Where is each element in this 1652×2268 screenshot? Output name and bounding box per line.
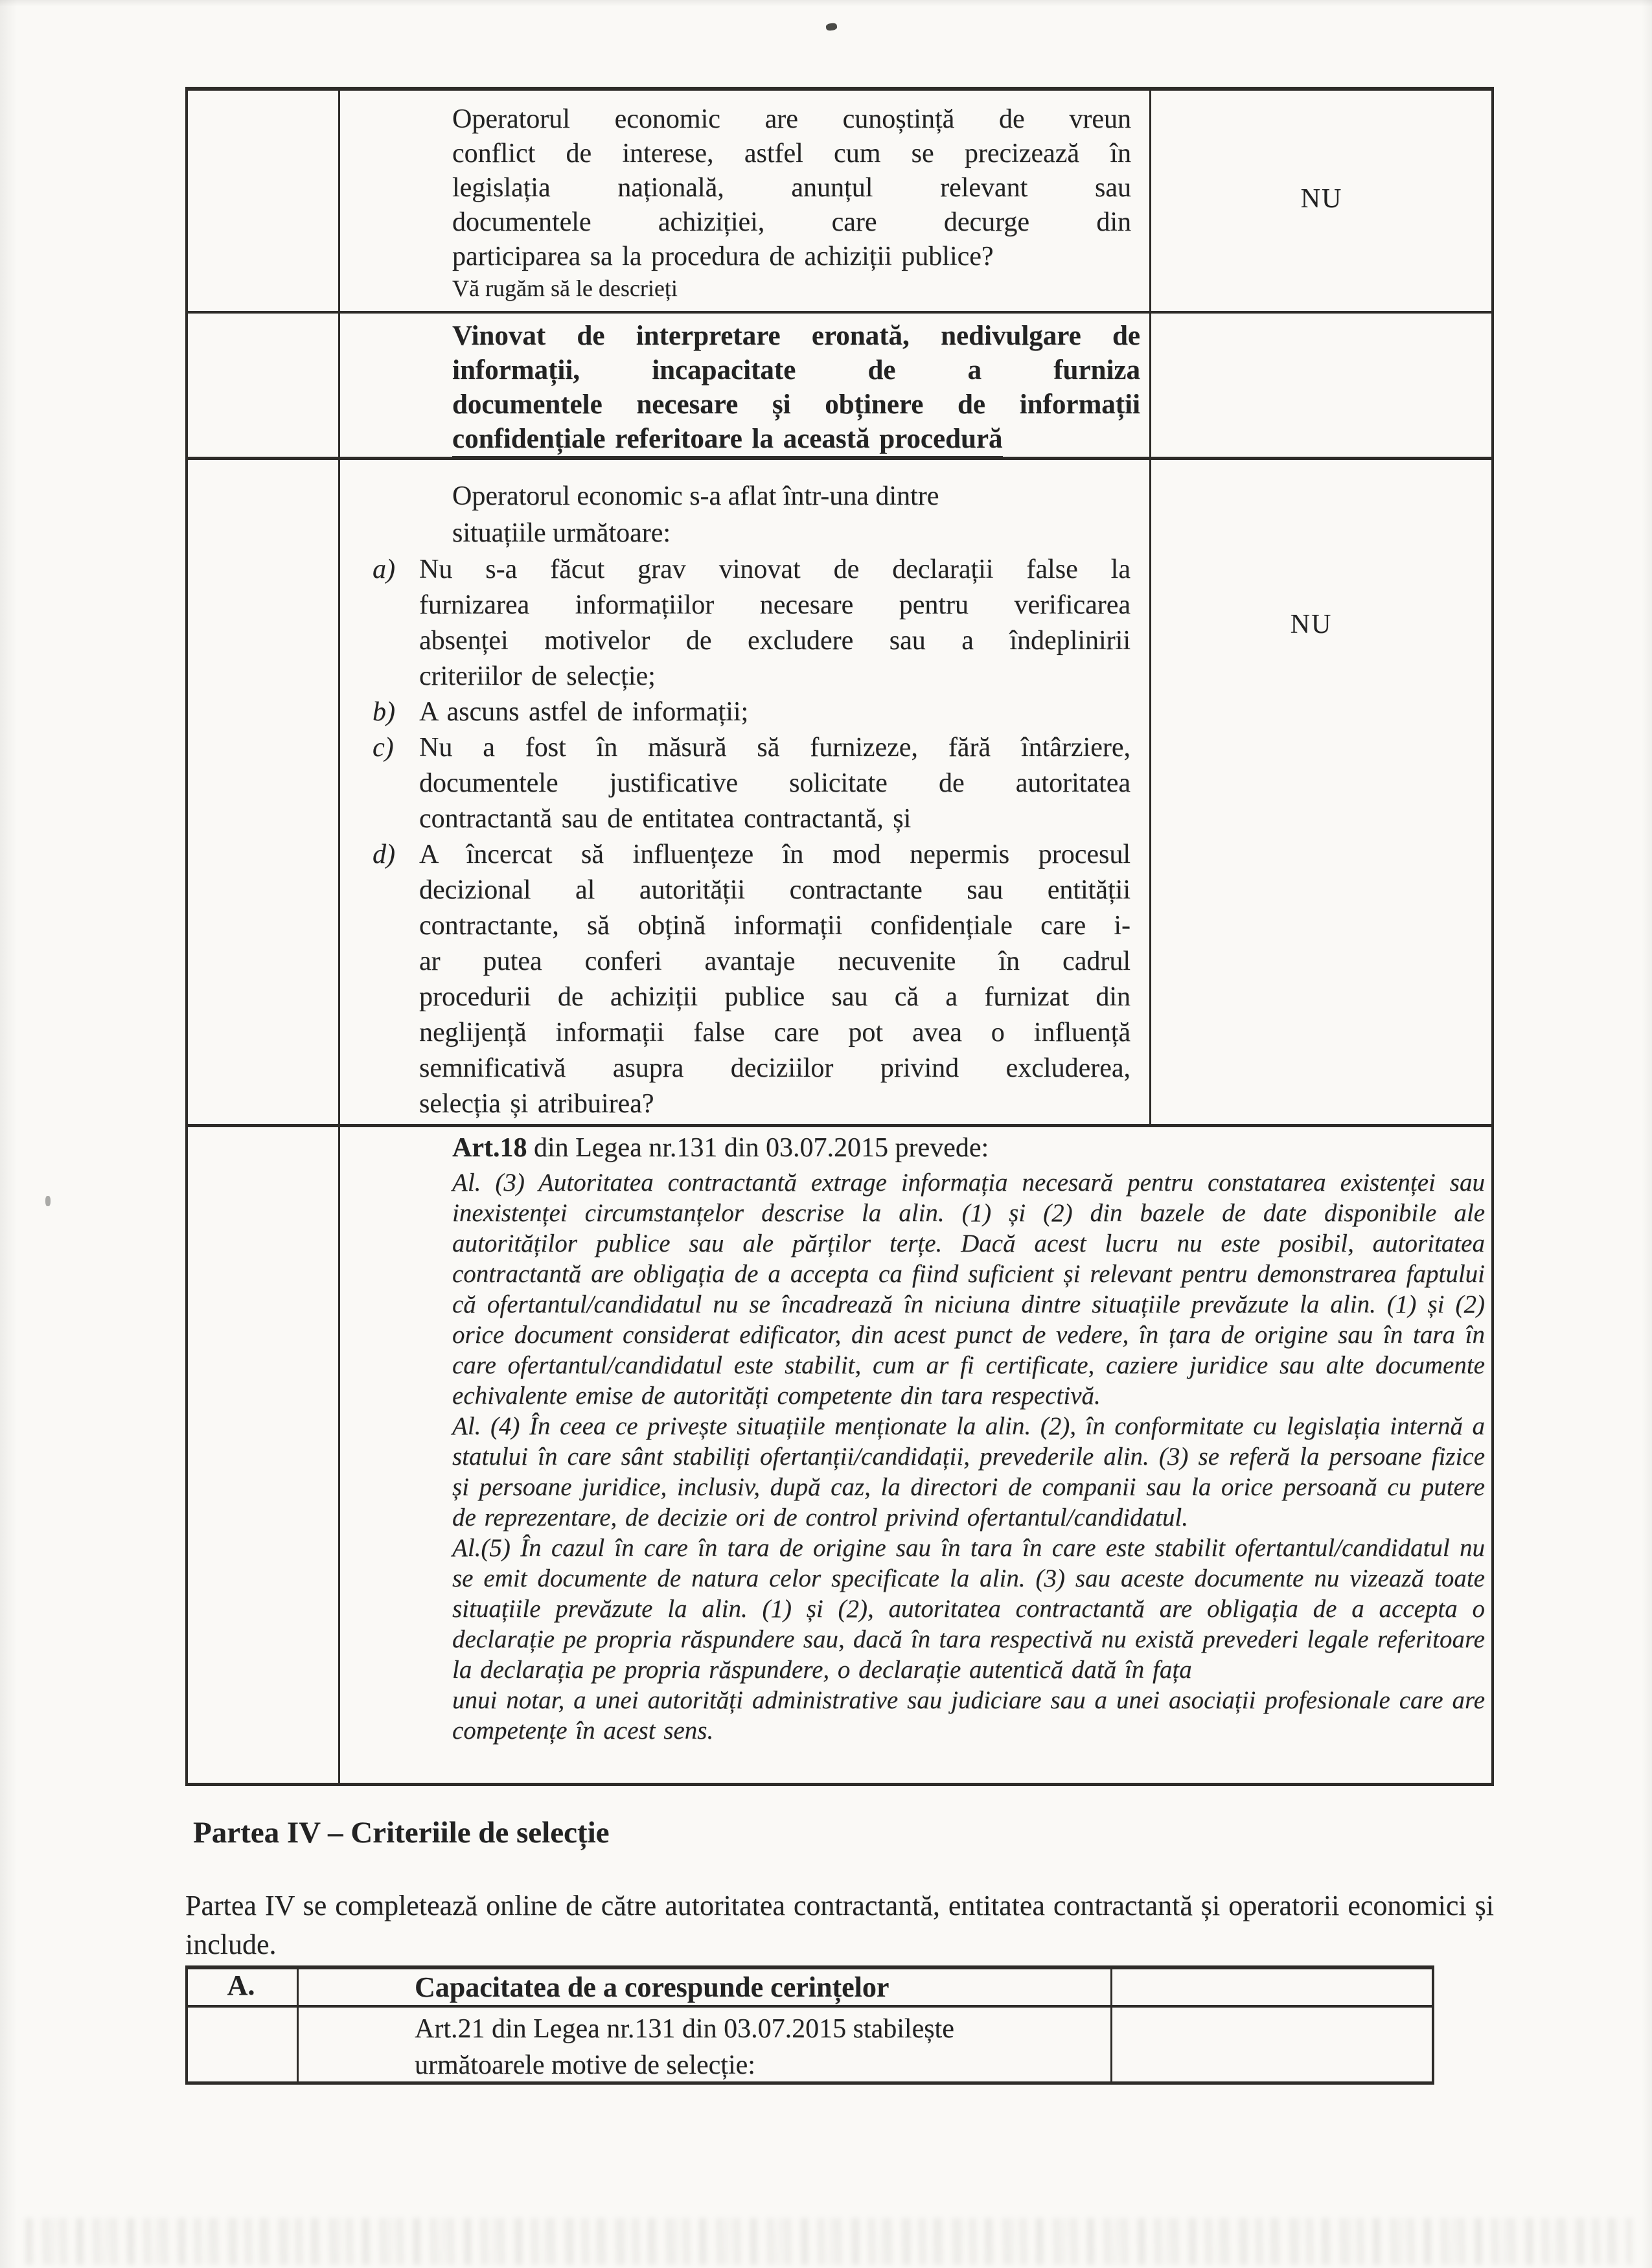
text-line: situațiile următoare: <box>452 518 671 548</box>
list-marker: a) <box>373 555 395 584</box>
legal-paragraph-al5: Al.(5) În cazul în care în tara de origine sau în tara în care este stabilit ofertantul/candidatul nu se emit documente de natura celor specificate la alin. (3) sau aceste documente nu vizează toate situațiile prevăzute la alin. (1) și (2), autoritatea contractantă are obligația de a accepta o declarație pe propria răspundere sau, dacă în tara respectivă nu există prevederi legale referitoare la declarația pe propria răspundere, o declarație autentică dată în fața <box>452 1534 1485 1684</box>
list-item-d <box>373 837 1130 1122</box>
answer-conflict-no <box>1149 87 1494 311</box>
answer-value: NU <box>1300 184 1343 214</box>
text-line: Operatorul economic s-a aflat într-una dintre <box>452 481 939 511</box>
legal-paragraph-al3: Al. (3) Autoritatea contractantă extrage informația necesară pentru constatarea existenței sau inexistenței circumstanțelor descrise la alin. (1) și (2) din bazele de date disponibile ale autorităților publice sau ale părților terțe. Dacă acest lucru nu este posibil, autoritatea contractantă are obligația de a accepta ca fiind suficient și relevant pentru demonstrarea faptului că ofertantul/candidatul nu se încadrează în niciuna dintre situațiile prevăzute la alin. (1) și (2) orice document considerat edificator, din acest punct de vedere, în țara de origine sau în tara în care ofertantul/candidatul este stabilit, cum ar fi certificate, caziere juridice sau alte documente echivalente emise de autorități competente din tara respectivă. <box>452 1169 1485 1410</box>
situations-list <box>373 552 1130 1122</box>
table1-right-border <box>1491 87 1494 1786</box>
text-line: contractantă sau de entitatea contractantă, și <box>419 804 912 834</box>
criteria-row-index: A. <box>227 1969 255 2001</box>
table1-row1-border <box>185 311 1494 314</box>
text-line: Operatorul economic are cunoștință de vreun <box>452 104 1131 134</box>
ink-speck <box>45 1196 51 1206</box>
text-line: documentele justificative solicitate de autoritatea <box>419 768 1130 798</box>
question-conflict-note: Vă rugăm să le descrieți <box>452 275 678 301</box>
text-line: ar putea conferi avantaje necuvenite în cadrul <box>419 946 1130 976</box>
table1-col1-divider <box>338 87 340 1786</box>
question-situations-intro <box>452 478 1113 552</box>
text-line: furnizarea informațiilor necesare pentru verificarea <box>419 590 1130 620</box>
question-conflict-text <box>452 102 1131 274</box>
scan-right-shadow <box>1642 0 1652 2268</box>
text-line: A ascuns astfel de informații; <box>419 697 749 727</box>
text-line: selecția și atribuirea? <box>419 1089 654 1119</box>
scan-top-shadow <box>0 0 1652 6</box>
header-line-underlined: confidențiale referitoare la această procedură <box>452 422 1140 456</box>
part4-heading: Partea IV – Criteriile de selecție <box>193 1816 610 1850</box>
table2-top-border <box>185 1965 1434 1969</box>
table1-row3-border <box>185 1124 1494 1127</box>
header-line: documentele necesare și obținere de informații <box>452 389 1140 420</box>
criteria-row-title: Capacitatea de a corespunde cerințelor <box>415 1971 889 2003</box>
table2-col2-divider <box>1110 1965 1112 2085</box>
art18-label: Art.18 <box>452 1133 527 1163</box>
table1-left-border <box>185 87 188 1786</box>
text-line: următoarele motive de selecție: <box>415 2050 755 2080</box>
text-line: procedurii de achiziții publice sau că a furnizat din <box>419 982 1130 1012</box>
header-line: Vinovat de interpretare eronată, nedivulgare de <box>452 321 1140 351</box>
text-line: neglijență informații false care pot avea o influență <box>419 1018 1130 1048</box>
scan-left-shadow <box>0 0 17 2268</box>
text-line: Nu s-a făcut grav vinovat de declarații false la <box>419 555 1130 584</box>
text-line: A încercat să influențeze în mod nepermis procesul <box>419 840 1130 869</box>
list-item-a <box>373 552 1130 694</box>
header-line: informații, incapacitate de a furniza <box>452 355 1140 385</box>
art18-lead-rest: din Legea nr.131 din 03.07.2015 prevede: <box>527 1133 989 1163</box>
text-line: semnificativă asupra deciziilor privind excluderea, <box>419 1053 1130 1083</box>
table1-bottom-border <box>185 1783 1494 1786</box>
text-line: documentele achiziției, care decurge din <box>452 207 1131 237</box>
table2-col1-divider <box>297 1965 299 2085</box>
text-line: Art.21 din Legea nr.131 din 03.07.2015 stabilește <box>415 2014 954 2044</box>
text-line: participarea sa la procedura de achiziții publice? <box>452 242 994 271</box>
text-line: criteriilor de selecție; <box>419 661 656 691</box>
art18-legal-text <box>452 1167 1485 1746</box>
list-marker: b) <box>373 697 395 727</box>
text-line: legislația națională, anunțul relevant sau <box>452 173 1131 203</box>
page-bleed-through-texture <box>26 2218 1633 2265</box>
section-header-misrepresentation <box>452 319 1140 456</box>
legal-paragraph-notary: unui notar, a unei autorități administrative sau judiciare sau a unei asociații profesionale care are competențe în acest sens. <box>452 1686 1485 1745</box>
text-line: contractante, să obțină informații confidențiale care i- <box>419 911 1130 941</box>
answer-situations-no: NU <box>1290 610 1333 639</box>
art21-text <box>415 2011 1095 2083</box>
part4-intro-paragraph: Partea IV se completează online de către autoritatea contractantă, entitatea contractantă și operatorii economici și include. <box>185 1890 1494 1960</box>
text-line: Nu a fost în măsură să furnizeze, fără întârziere, <box>419 733 1130 762</box>
list-item-b <box>373 694 1130 730</box>
table2-right-border <box>1432 1965 1434 2085</box>
art18-lead <box>452 1132 1489 1163</box>
ink-speck <box>825 23 837 31</box>
table2-rowA-border <box>185 2005 1434 2008</box>
list-item-c <box>373 730 1130 837</box>
list-marker: c) <box>373 733 394 762</box>
text-line: absenței motivelor de excludere sau a îndeplinirii <box>419 626 1130 656</box>
text-line: conflict de interese, astfel cum se precizează în <box>452 139 1131 168</box>
list-marker: d) <box>373 840 395 869</box>
text-line: decizional al autorității contractante sau entității <box>419 875 1130 905</box>
legal-paragraph-al4: Al. (4) În ceea ce privește situațiile menționate la alin. (2), în conformitate cu legislația internă a statului în care sânt stabiliți ofertanții/candidații, prevederile alin. (3) se referă la persoane fizice și persoane juridice, inclusiv, după caz, la directori de companii sau la orice persoană cu putere de reprezentare, de decizie ori de control privind ofertantul/candidatul. <box>452 1412 1485 1531</box>
